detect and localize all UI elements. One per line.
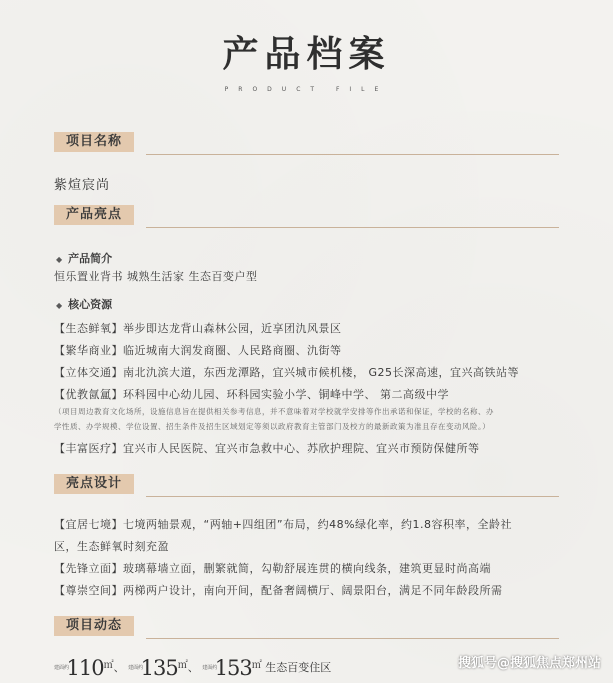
page-title: 产品档案 [222,33,391,75]
intro-text: 恒乐置业背书 城熟生活家 生态百变户型 [54,270,258,283]
area-separator: 、 [113,661,125,674]
area-value-1: 110 [66,656,104,680]
diamond-bullet-icon: ◆ [56,301,63,310]
diamond-bullet-icon: ◆ [56,255,63,264]
core-item-commerce: 【繁华商业】临近城南大润发商圈、人民路商圈、氿街等 [54,344,342,357]
design-item-space: 【尊崇空间】两梯两户设计，南向开间，配备奢阔横厅、阔景阳台，满足不同年龄段所需 [54,584,503,597]
area-unit: ㎡ [251,660,262,671]
area-unit: ㎡ [103,660,114,671]
core-heading: ◆ 核心资源 [56,298,113,311]
area-separator: 、 [187,661,199,674]
section-label: 项目名称 [54,132,134,152]
core-item-education: 【优教氤氲】环科园中心幼儿园、环科园实验小学、铜峰中学、 第二高级中学 [54,388,449,401]
area-prefix: 建面约 [54,665,70,671]
section-divider [146,154,559,155]
core-item-eco: 【生态鲜氧】举步即达龙背山森林公园，近享团氿风景区 [54,322,342,335]
design-item-facade: 【先锋立面】玻璃幕墙立面，删繁就简，勾勒舒展连贯的横向线条，建筑更显时尚高端 [54,562,491,575]
design-item-landscape: 【宜居七境】七境两轴景观，“两轴+四组团”布局，约48%绿化率，约1.8容积率，全龄社 [54,518,513,531]
section-header-project-name [54,132,559,158]
area-tail-text: 生态百变住区 [265,661,332,674]
area-value-3: 153 [214,656,252,680]
section-label: 亮点设计 [54,474,134,494]
core-item-traffic: 【立体交通】南北氿滨大道，东西龙潭路，宜兴城市候机楼， G25长深高速，宜兴高铁站等 [54,366,520,379]
area-options [54,656,331,680]
section-divider [146,496,559,497]
education-note-2: 学性质、办学规模、学位设置、招生条件及招生区域划定等须以政府教育主管部门及校方的最新政策为准且存在变动风险。） [54,422,491,431]
area-value-2: 135 [140,656,178,680]
section-header-dynamics [54,616,559,642]
design-item-landscape-cont: 区，生态鲜氧时刻充盈 [54,540,169,553]
core-item-medical: 【丰富医疗】宜兴市人民医院、宜兴市急救中心、苏欣护理院、宜兴市预防保健所等 [54,442,480,455]
page-subtitle: PRODUCT FILE [224,86,389,93]
section-label: 产品亮点 [54,205,134,225]
area-prefix: 建面约 [202,665,218,671]
intro-heading: ◆ 产品简介 [56,252,113,265]
watermark: 搜狐号@搜狐焦点郑州站 [457,656,601,671]
section-divider [146,227,559,228]
section-header-design [54,474,559,500]
area-prefix: 建面约 [128,665,144,671]
project-name-value: 紫煊宸尚 [54,178,111,193]
section-divider [146,638,559,639]
area-unit: ㎡ [177,660,188,671]
section-label: 项目动态 [54,616,134,636]
section-header-highlights [54,205,559,231]
education-note-1: （项目周边教育文化场所，设施信息旨在提供相关参考信息，并不意味着对学校就学安排等作出承诺和保证，学校的名称、办 [54,407,494,416]
